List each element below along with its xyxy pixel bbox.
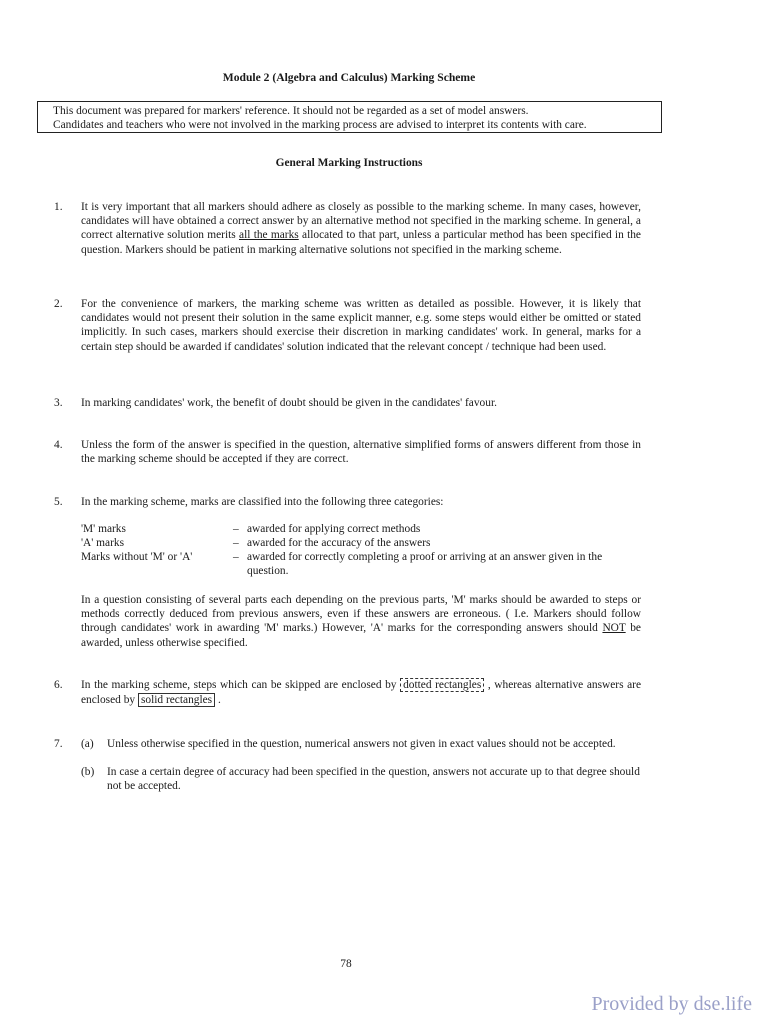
notice-box [37, 101, 662, 133]
item-number: 1. [54, 201, 63, 213]
mark-category-label: 'M' marks [81, 523, 126, 535]
sub-item-label: (b) [81, 766, 95, 778]
page-number: 78 [340, 958, 352, 970]
instruction-text: In the marking scheme, steps which can be skipped are enclosed by [81, 679, 401, 691]
instruction-text: In a question consisting of several parts each depending on the previous parts, 'M' marks should be awarded to steps or methods correctly deduced from previous answers, even if these answers are erroneous. ( I.e. Markers should follow through candidates' work in awarding 'M' marks.) However, 'A' marks for the corresponding answers should [81, 594, 641, 635]
item-number: 3. [54, 397, 63, 409]
watermark-footer: Provided by dse.life [591, 993, 752, 1015]
mark-category-row [81, 536, 641, 550]
notice-line-1: This document was prepared for markers' reference. It should not be regarded as a set of model answers. [53, 105, 529, 117]
mark-category-label: 'A' marks [81, 537, 125, 549]
mark-category-row [81, 550, 641, 578]
underlined-text: all the marks [239, 229, 299, 242]
instruction-1 [81, 200, 641, 257]
dotted-rectangle-example: dotted rectangles [400, 678, 484, 692]
dash: – [233, 551, 239, 563]
dash: – [233, 523, 239, 535]
instruction-text: allocated to that part, unless a particular method has been specified in the question. Markers should be patient in marking alternative solutions not specified in the marking scheme. [81, 229, 641, 256]
item-number: 2. [54, 298, 63, 310]
instruction-text: . [215, 694, 221, 706]
instruction-5-intro: In the marking scheme, marks are classified into the following three categories: [81, 496, 444, 508]
instruction-3: In marking candidates' work, the benefit of doubt should be given in the candidates' favour. [81, 397, 497, 409]
mark-category-desc: awarded for applying correct methods [247, 523, 421, 535]
section-heading: General Marking Instructions [275, 157, 423, 169]
mark-category-desc: awarded for correctly completing a proof or arriving at an answer given in the question. [247, 551, 603, 578]
mark-category-desc: awarded for the accuracy of the answers [247, 537, 431, 549]
instruction-text: be awarded, unless otherwise specified. [81, 622, 641, 649]
sub-item-label: (a) [81, 738, 94, 750]
instruction-text: It is very important that all markers should adhere as closely as possible to the marking scheme. In many cases, however, candidates will have obtained a correct answer by an alternative method not specified in the marking scheme. In general, a correct alternative solution merits [81, 201, 641, 242]
underlined-text: NOT [602, 622, 626, 635]
instruction-7b: In case a certain degree of accuracy had been specified in the question, answers not accurate up to that degree should not be accepted. [107, 766, 640, 793]
item-number: 6. [54, 679, 63, 691]
instruction-2: For the convenience of markers, the marking scheme was written as detailed as possible. However, it is likely that candidates would not present their solution in the same explicit manner, e.g. some steps would either be omitted or stated implicitly. In such cases, markers should exercise their discretion in marking candidates' work. In general, marks for a certain step should be awarded if candidates' solution indicated that the relevant concept / technique had been used. [81, 298, 641, 353]
item-number: 7. [54, 738, 63, 750]
item-number: 5. [54, 496, 63, 508]
page-title: Module 2 (Algebra and Calculus) Marking Scheme [222, 71, 476, 84]
instruction-4: Unless the form of the answer is specified in the question, alternative simplified forms of answers different from those in the marking scheme should be accepted if they are correct. [81, 439, 641, 466]
solid-rectangle-example: solid rectangles [138, 693, 215, 707]
instruction-7a: Unless otherwise specified in the question, numerical answers not given in exact values should not be accepted. [107, 738, 616, 750]
mark-category-row [81, 522, 641, 536]
instruction-text: , whereas alternative answers are enclosed by [81, 679, 641, 706]
mark-category-label: Marks without 'M' or 'A' [81, 551, 193, 563]
dash: – [233, 537, 239, 549]
item-number: 4. [54, 439, 63, 451]
instruction-5-paragraph [81, 593, 641, 650]
notice-line-2: Candidates and teachers who were not involved in the marking process are advised to interpret its contents with care. [53, 119, 587, 131]
instruction-6 [81, 678, 641, 708]
